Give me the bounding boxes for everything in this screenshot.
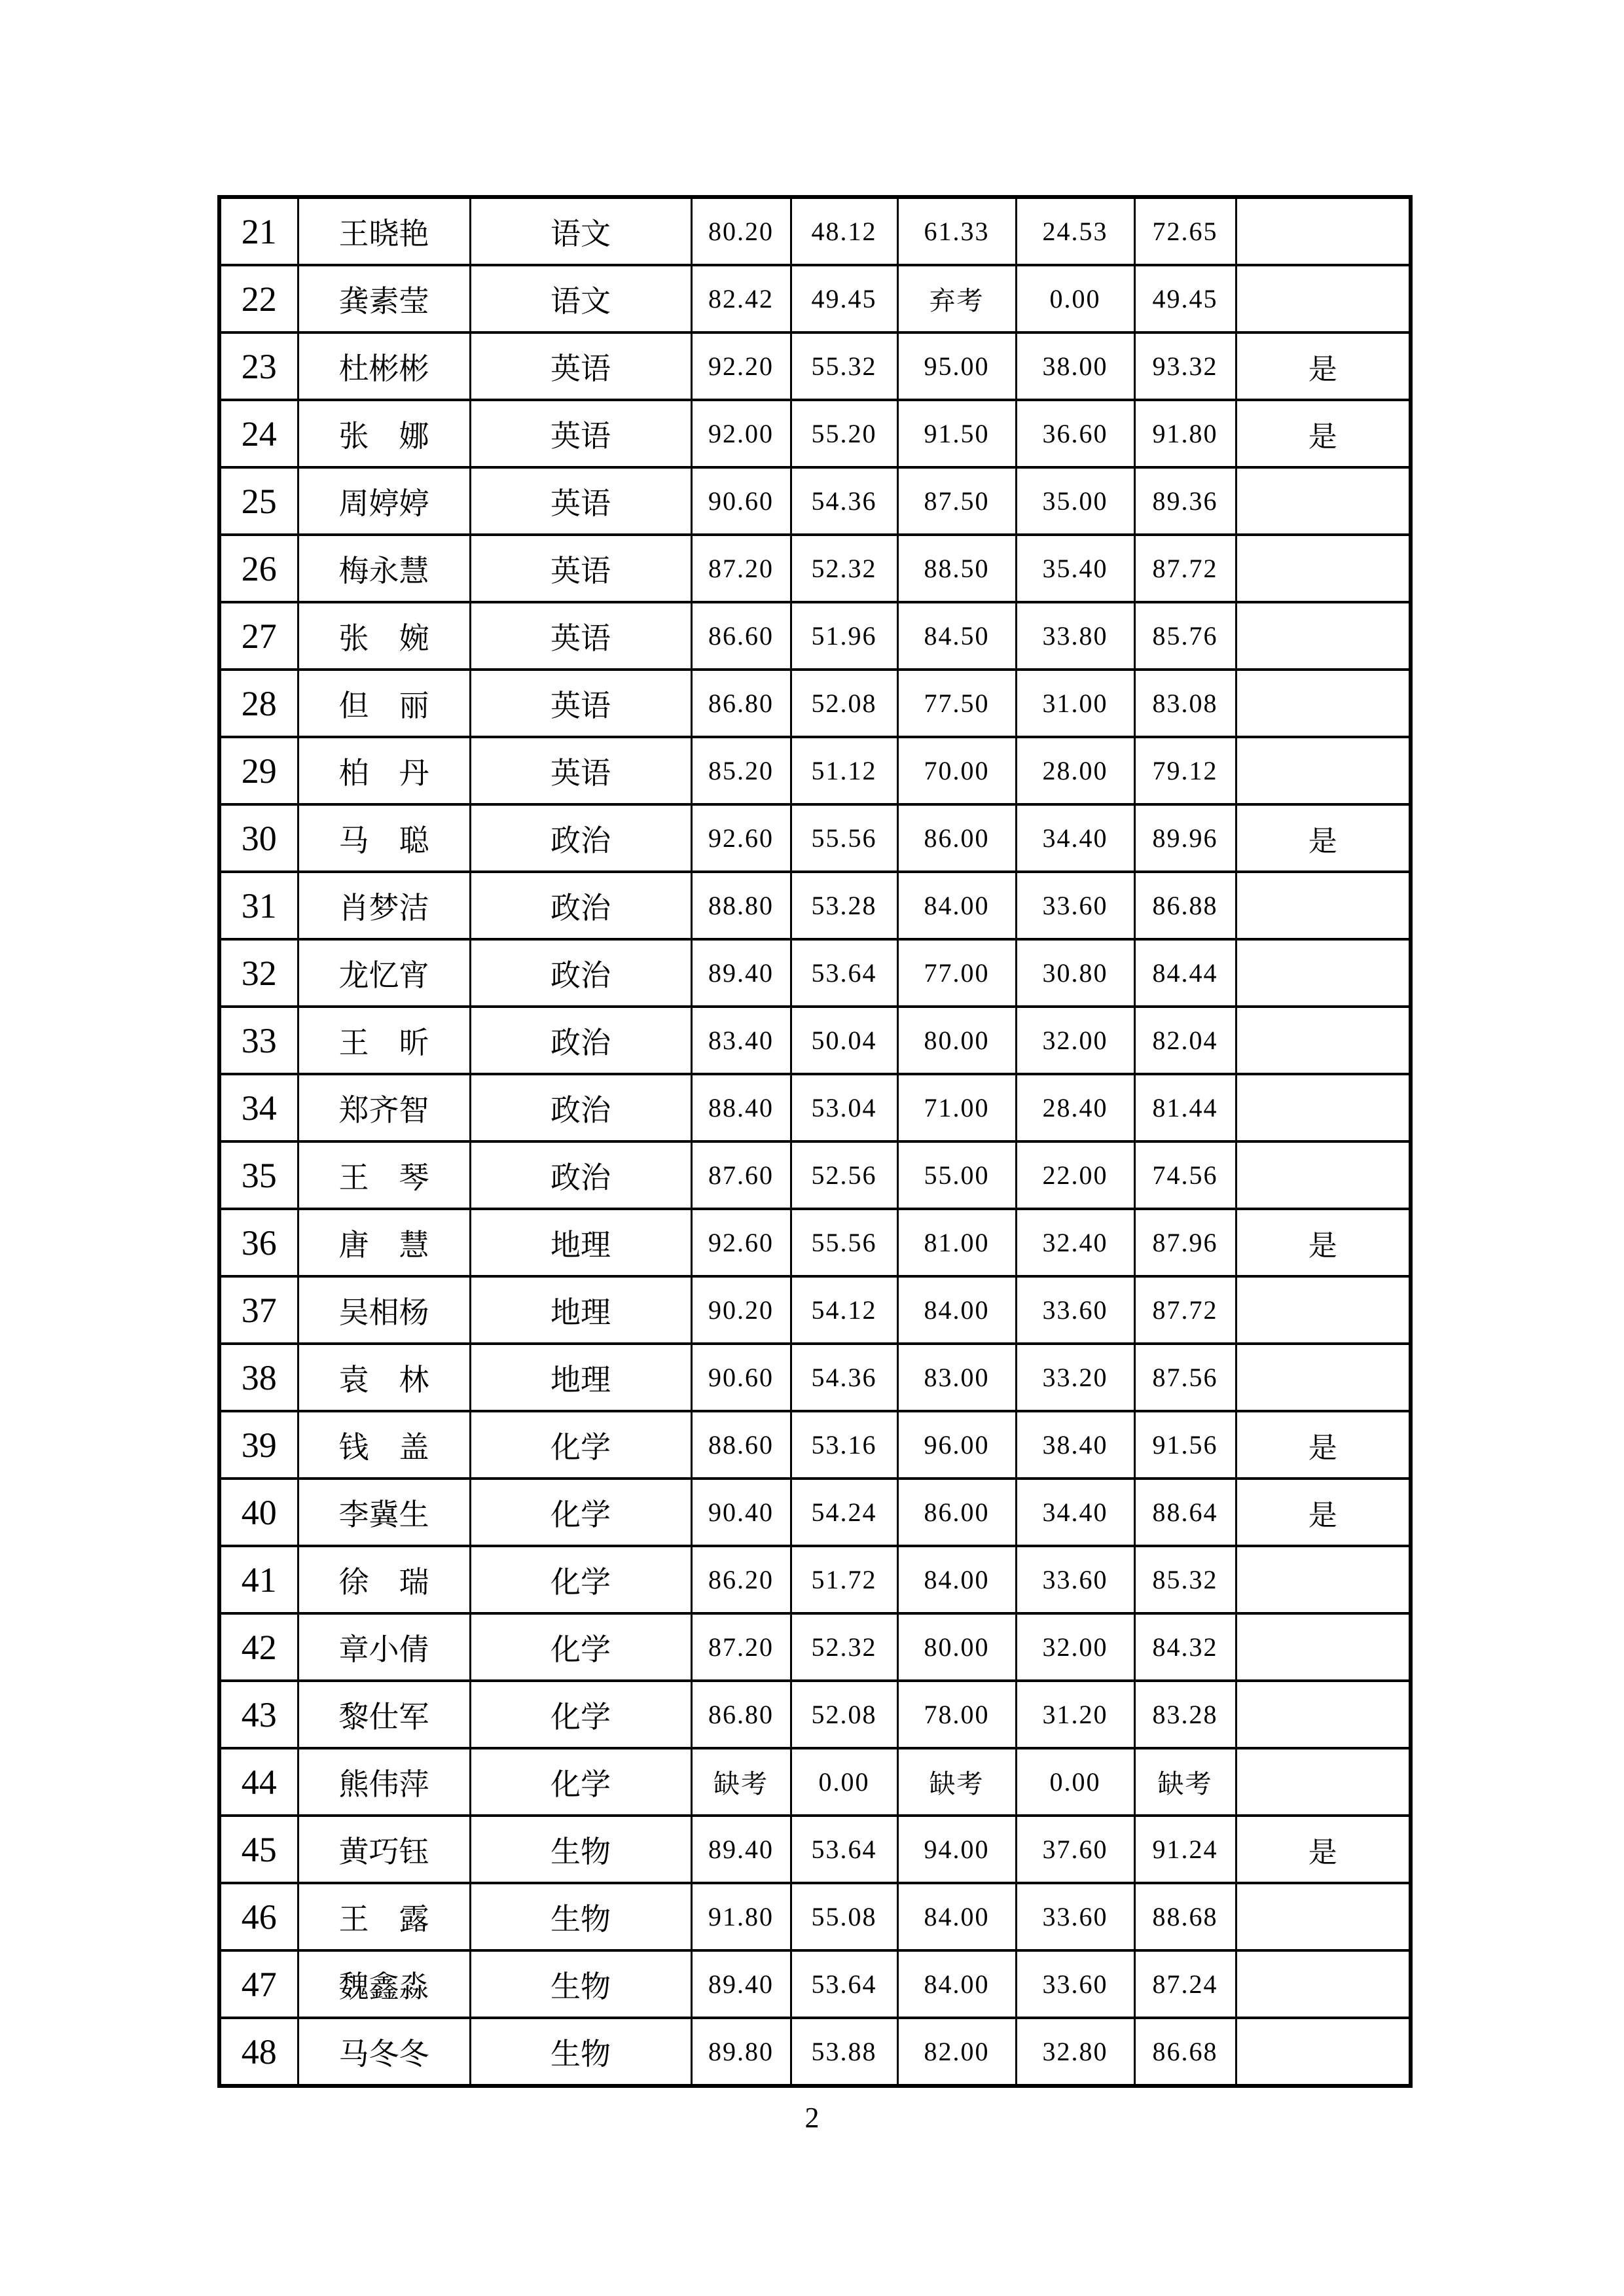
- cell-s4: 0.00: [1016, 1748, 1134, 1816]
- table-row: [219, 2018, 1411, 2086]
- cell-s1: 86.80: [691, 670, 791, 737]
- cell-name: 王 琴: [298, 1141, 470, 1209]
- cell-pass: [1236, 1007, 1411, 1074]
- cell-s5: 87.96: [1134, 1209, 1236, 1276]
- cell-s1: 90.20: [691, 1276, 791, 1344]
- cell-no: 41: [219, 1546, 298, 1613]
- table-row: [219, 1950, 1411, 2018]
- cell-name: 龙忆宵: [298, 939, 470, 1007]
- cell-s5: 87.72: [1134, 1276, 1236, 1344]
- cell-s4: 34.40: [1016, 804, 1134, 872]
- cell-s5: 91.56: [1134, 1411, 1236, 1479]
- cell-no: 27: [219, 602, 298, 670]
- cell-s5: 87.56: [1134, 1344, 1236, 1411]
- table-row: [219, 1276, 1411, 1344]
- cell-name: 马冬冬: [298, 2018, 470, 2086]
- cell-s3: 77.00: [897, 939, 1016, 1007]
- cell-s2: 52.32: [791, 1613, 897, 1681]
- cell-name: 魏鑫淼: [298, 1950, 470, 2018]
- cell-no: 24: [219, 400, 298, 467]
- cell-pass: [1236, 602, 1411, 670]
- cell-s2: 52.56: [791, 1141, 897, 1209]
- cell-pass: [1236, 737, 1411, 804]
- cell-subject: 地理: [470, 1276, 691, 1344]
- cell-no: 36: [219, 1209, 298, 1276]
- cell-name: 王晓艳: [298, 197, 470, 265]
- cell-s4: 33.20: [1016, 1344, 1134, 1411]
- cell-s1: 90.60: [691, 1344, 791, 1411]
- cell-s1: 87.20: [691, 1613, 791, 1681]
- cell-s2: 53.04: [791, 1074, 897, 1141]
- cell-s5: 83.08: [1134, 670, 1236, 737]
- cell-s1: 88.80: [691, 872, 791, 939]
- cell-subject: 生物: [470, 1883, 691, 1950]
- cell-s1: 90.40: [691, 1479, 791, 1546]
- cell-s4: 38.00: [1016, 332, 1134, 400]
- cell-subject: 化学: [470, 1748, 691, 1816]
- cell-pass: [1236, 535, 1411, 602]
- cell-s5: 74.56: [1134, 1141, 1236, 1209]
- cell-no: 23: [219, 332, 298, 400]
- table-row: [219, 1074, 1411, 1141]
- cell-s3: 84.00: [897, 872, 1016, 939]
- cell-s2: 53.28: [791, 872, 897, 939]
- cell-pass: 是: [1236, 1479, 1411, 1546]
- table-row: [219, 602, 1411, 670]
- cell-s1: 89.40: [691, 1816, 791, 1883]
- table-row: [219, 670, 1411, 737]
- cell-s3: 95.00: [897, 332, 1016, 400]
- cell-s5: 81.44: [1134, 1074, 1236, 1141]
- cell-s4: 0.00: [1016, 265, 1134, 332]
- cell-pass: [1236, 670, 1411, 737]
- cell-name: 唐 慧: [298, 1209, 470, 1276]
- cell-s1: 82.42: [691, 265, 791, 332]
- cell-subject: 生物: [470, 1816, 691, 1883]
- table-row: [219, 1007, 1411, 1074]
- cell-s3: 71.00: [897, 1074, 1016, 1141]
- cell-s5: 89.36: [1134, 467, 1236, 535]
- cell-name: 梅永慧: [298, 535, 470, 602]
- cell-subject: 化学: [470, 1411, 691, 1479]
- page-number: 2: [804, 2102, 820, 2134]
- cell-s2: 52.32: [791, 535, 897, 602]
- cell-s2: 52.08: [791, 1681, 897, 1748]
- cell-no: 29: [219, 737, 298, 804]
- cell-pass: [1236, 939, 1411, 1007]
- cell-s4: 33.60: [1016, 872, 1134, 939]
- cell-s2: 48.12: [791, 197, 897, 265]
- cell-s1: 87.60: [691, 1141, 791, 1209]
- cell-subject: 政治: [470, 872, 691, 939]
- cell-s3: 80.00: [897, 1007, 1016, 1074]
- cell-s5: 86.68: [1134, 2018, 1236, 2086]
- cell-s2: 51.72: [791, 1546, 897, 1613]
- table-row: [219, 737, 1411, 804]
- cell-name: 杜彬彬: [298, 332, 470, 400]
- cell-s3: 84.00: [897, 1276, 1016, 1344]
- cell-name: 龚素莹: [298, 265, 470, 332]
- table-row: [219, 1209, 1411, 1276]
- cell-s1: 89.40: [691, 1950, 791, 2018]
- cell-s2: 55.08: [791, 1883, 897, 1950]
- cell-name: 黎仕军: [298, 1681, 470, 1748]
- cell-subject: 政治: [470, 804, 691, 872]
- cell-s2: 49.45: [791, 265, 897, 332]
- cell-name: 郑齐智: [298, 1074, 470, 1141]
- cell-s3: 91.50: [897, 400, 1016, 467]
- cell-s2: 53.64: [791, 1816, 897, 1883]
- cell-s4: 22.00: [1016, 1141, 1134, 1209]
- cell-no: 42: [219, 1613, 298, 1681]
- cell-subject: 化学: [470, 1479, 691, 1546]
- cell-s4: 32.00: [1016, 1007, 1134, 1074]
- cell-s1: 89.40: [691, 939, 791, 1007]
- cell-name: 张 娜: [298, 400, 470, 467]
- cell-s2: 55.56: [791, 804, 897, 872]
- cell-no: 47: [219, 1950, 298, 2018]
- cell-s4: 32.00: [1016, 1613, 1134, 1681]
- table-row: [219, 804, 1411, 872]
- cell-s3: 81.00: [897, 1209, 1016, 1276]
- cell-pass: [1236, 1546, 1411, 1613]
- cell-s3: 84.00: [897, 1546, 1016, 1613]
- cell-s4: 31.20: [1016, 1681, 1134, 1748]
- cell-subject: 地理: [470, 1209, 691, 1276]
- table-row: [219, 1816, 1411, 1883]
- cell-subject: 英语: [470, 400, 691, 467]
- score-table: [217, 195, 1413, 2088]
- cell-subject: 化学: [470, 1546, 691, 1613]
- cell-subject: 生物: [470, 1950, 691, 2018]
- cell-no: 32: [219, 939, 298, 1007]
- cell-s1: 86.20: [691, 1546, 791, 1613]
- cell-subject: 政治: [470, 1141, 691, 1209]
- cell-s4: 34.40: [1016, 1479, 1134, 1546]
- cell-s4: 35.00: [1016, 467, 1134, 535]
- cell-s1: 92.20: [691, 332, 791, 400]
- cell-pass: [1236, 197, 1411, 265]
- table-row: [219, 1141, 1411, 1209]
- cell-no: 30: [219, 804, 298, 872]
- cell-s2: 53.16: [791, 1411, 897, 1479]
- cell-s4: 35.40: [1016, 535, 1134, 602]
- table-row: [219, 467, 1411, 535]
- cell-s5: 缺考: [1134, 1748, 1236, 1816]
- cell-no: 43: [219, 1681, 298, 1748]
- cell-subject: 英语: [470, 535, 691, 602]
- cell-pass: [1236, 1344, 1411, 1411]
- cell-s2: 55.32: [791, 332, 897, 400]
- cell-s3: 83.00: [897, 1344, 1016, 1411]
- cell-s5: 83.28: [1134, 1681, 1236, 1748]
- cell-subject: 政治: [470, 939, 691, 1007]
- cell-pass: [1236, 1748, 1411, 1816]
- cell-s5: 87.72: [1134, 535, 1236, 602]
- cell-s3: 87.50: [897, 467, 1016, 535]
- cell-s4: 38.40: [1016, 1411, 1134, 1479]
- cell-s3: 缺考: [897, 1748, 1016, 1816]
- cell-pass: 是: [1236, 400, 1411, 467]
- cell-s4: 28.00: [1016, 737, 1134, 804]
- cell-name: 但 丽: [298, 670, 470, 737]
- table-row: [219, 1411, 1411, 1479]
- cell-pass: [1236, 1681, 1411, 1748]
- cell-pass: 是: [1236, 804, 1411, 872]
- cell-s1: 92.60: [691, 1209, 791, 1276]
- cell-s4: 33.60: [1016, 1950, 1134, 2018]
- cell-s2: 52.08: [791, 670, 897, 737]
- cell-s4: 30.80: [1016, 939, 1134, 1007]
- table-row: [219, 197, 1411, 265]
- cell-s3: 88.50: [897, 535, 1016, 602]
- table-row: [219, 1681, 1411, 1748]
- cell-pass: [1236, 265, 1411, 332]
- cell-subject: 语文: [470, 265, 691, 332]
- cell-pass: [1236, 1613, 1411, 1681]
- cell-s1: 87.20: [691, 535, 791, 602]
- cell-s4: 36.60: [1016, 400, 1134, 467]
- cell-s1: 83.40: [691, 1007, 791, 1074]
- cell-no: 48: [219, 2018, 298, 2086]
- cell-name: 马 聪: [298, 804, 470, 872]
- cell-s2: 51.12: [791, 737, 897, 804]
- cell-subject: 语文: [470, 197, 691, 265]
- cell-name: 黄巧钰: [298, 1816, 470, 1883]
- cell-s1: 86.60: [691, 602, 791, 670]
- cell-no: 33: [219, 1007, 298, 1074]
- cell-s4: 33.60: [1016, 1276, 1134, 1344]
- cell-s5: 93.32: [1134, 332, 1236, 400]
- cell-name: 周婷婷: [298, 467, 470, 535]
- cell-no: 39: [219, 1411, 298, 1479]
- cell-s5: 72.65: [1134, 197, 1236, 265]
- cell-no: 45: [219, 1816, 298, 1883]
- cell-no: 37: [219, 1276, 298, 1344]
- cell-no: 26: [219, 535, 298, 602]
- cell-s4: 33.60: [1016, 1883, 1134, 1950]
- cell-s4: 32.80: [1016, 2018, 1134, 2086]
- cell-pass: [1236, 1950, 1411, 2018]
- cell-s2: 54.36: [791, 467, 897, 535]
- cell-pass: [1236, 1141, 1411, 1209]
- cell-s1: 92.00: [691, 400, 791, 467]
- cell-s3: 86.00: [897, 1479, 1016, 1546]
- cell-pass: 是: [1236, 1411, 1411, 1479]
- cell-s5: 88.64: [1134, 1479, 1236, 1546]
- cell-s4: 37.60: [1016, 1816, 1134, 1883]
- cell-no: 38: [219, 1344, 298, 1411]
- cell-no: 34: [219, 1074, 298, 1141]
- cell-s3: 86.00: [897, 804, 1016, 872]
- cell-no: 25: [219, 467, 298, 535]
- cell-pass: [1236, 2018, 1411, 2086]
- cell-s2: 53.88: [791, 2018, 897, 2086]
- cell-s2: 54.36: [791, 1344, 897, 1411]
- table-row: [219, 1344, 1411, 1411]
- cell-name: 章小倩: [298, 1613, 470, 1681]
- cell-no: 31: [219, 872, 298, 939]
- cell-s3: 80.00: [897, 1613, 1016, 1681]
- cell-pass: 是: [1236, 1816, 1411, 1883]
- cell-s4: 31.00: [1016, 670, 1134, 737]
- table-row: [219, 1748, 1411, 1816]
- cell-s5: 84.32: [1134, 1613, 1236, 1681]
- cell-s1: 91.80: [691, 1883, 791, 1950]
- cell-s3: 82.00: [897, 2018, 1016, 2086]
- cell-s2: 55.56: [791, 1209, 897, 1276]
- cell-name: 李冀生: [298, 1479, 470, 1546]
- cell-no: 40: [219, 1479, 298, 1546]
- cell-subject: 政治: [470, 1074, 691, 1141]
- cell-name: 肖梦洁: [298, 872, 470, 939]
- cell-s3: 78.00: [897, 1681, 1016, 1748]
- cell-s3: 弃考: [897, 265, 1016, 332]
- cell-s3: 84.50: [897, 602, 1016, 670]
- cell-name: 柏 丹: [298, 737, 470, 804]
- cell-no: 44: [219, 1748, 298, 1816]
- cell-pass: [1236, 1276, 1411, 1344]
- cell-subject: 英语: [470, 602, 691, 670]
- cell-name: 徐 瑞: [298, 1546, 470, 1613]
- cell-s5: 79.12: [1134, 737, 1236, 804]
- cell-s5: 89.96: [1134, 804, 1236, 872]
- cell-s1: 86.80: [691, 1681, 791, 1748]
- cell-no: 46: [219, 1883, 298, 1950]
- cell-s1: 90.60: [691, 467, 791, 535]
- cell-s3: 84.00: [897, 1883, 1016, 1950]
- table-row: [219, 332, 1411, 400]
- cell-no: 35: [219, 1141, 298, 1209]
- cell-pass: [1236, 872, 1411, 939]
- table-row: [219, 535, 1411, 602]
- cell-s2: 53.64: [791, 939, 897, 1007]
- cell-s4: 28.40: [1016, 1074, 1134, 1141]
- cell-name: 钱 盖: [298, 1411, 470, 1479]
- cell-s1: 80.20: [691, 197, 791, 265]
- cell-subject: 化学: [470, 1681, 691, 1748]
- cell-name: 熊伟萍: [298, 1748, 470, 1816]
- cell-subject: 英语: [470, 737, 691, 804]
- cell-s3: 94.00: [897, 1816, 1016, 1883]
- cell-subject: 地理: [470, 1344, 691, 1411]
- cell-subject: 英语: [470, 467, 691, 535]
- cell-s1: 缺考: [691, 1748, 791, 1816]
- table-row: [219, 1883, 1411, 1950]
- cell-name: 张 婉: [298, 602, 470, 670]
- cell-s3: 84.00: [897, 1950, 1016, 2018]
- cell-subject: 生物: [470, 2018, 691, 2086]
- table-row: [219, 265, 1411, 332]
- cell-subject: 政治: [470, 1007, 691, 1074]
- cell-subject: 英语: [470, 670, 691, 737]
- cell-s3: 55.00: [897, 1141, 1016, 1209]
- cell-s4: 33.60: [1016, 1546, 1134, 1613]
- cell-s5: 85.32: [1134, 1546, 1236, 1613]
- cell-s5: 49.45: [1134, 265, 1236, 332]
- cell-s2: 55.20: [791, 400, 897, 467]
- cell-s5: 86.88: [1134, 872, 1236, 939]
- cell-name: 袁 林: [298, 1344, 470, 1411]
- cell-pass: [1236, 1883, 1411, 1950]
- cell-name: 王 昕: [298, 1007, 470, 1074]
- cell-s4: 24.53: [1016, 197, 1134, 265]
- table-row: [219, 400, 1411, 467]
- cell-s2: 54.12: [791, 1276, 897, 1344]
- cell-s4: 33.80: [1016, 602, 1134, 670]
- cell-s5: 91.80: [1134, 400, 1236, 467]
- cell-subject: 英语: [470, 332, 691, 400]
- table-row: [219, 872, 1411, 939]
- cell-s1: 85.20: [691, 737, 791, 804]
- cell-s1: 89.80: [691, 2018, 791, 2086]
- cell-s2: 50.04: [791, 1007, 897, 1074]
- cell-subject: 化学: [470, 1613, 691, 1681]
- cell-s2: 53.64: [791, 1950, 897, 2018]
- cell-no: 21: [219, 197, 298, 265]
- cell-pass: 是: [1236, 332, 1411, 400]
- cell-s5: 88.68: [1134, 1883, 1236, 1950]
- cell-pass: [1236, 1074, 1411, 1141]
- cell-s3: 77.50: [897, 670, 1016, 737]
- cell-pass: [1236, 467, 1411, 535]
- cell-name: 王 露: [298, 1883, 470, 1950]
- cell-s2: 0.00: [791, 1748, 897, 1816]
- cell-s3: 96.00: [897, 1411, 1016, 1479]
- cell-s1: 92.60: [691, 804, 791, 872]
- cell-name: 吴相杨: [298, 1276, 470, 1344]
- cell-s3: 70.00: [897, 737, 1016, 804]
- table-row: [219, 1546, 1411, 1613]
- table-row: [219, 1479, 1411, 1546]
- cell-s5: 91.24: [1134, 1816, 1236, 1883]
- cell-s2: 51.96: [791, 602, 897, 670]
- cell-s5: 85.76: [1134, 602, 1236, 670]
- cell-pass: 是: [1236, 1209, 1411, 1276]
- table-row: [219, 1613, 1411, 1681]
- cell-no: 22: [219, 265, 298, 332]
- cell-s5: 87.24: [1134, 1950, 1236, 2018]
- cell-no: 28: [219, 670, 298, 737]
- cell-s1: 88.40: [691, 1074, 791, 1141]
- cell-s3: 61.33: [897, 197, 1016, 265]
- cell-s2: 54.24: [791, 1479, 897, 1546]
- cell-s1: 88.60: [691, 1411, 791, 1479]
- table-row: [219, 939, 1411, 1007]
- cell-s5: 84.44: [1134, 939, 1236, 1007]
- cell-s5: 82.04: [1134, 1007, 1236, 1074]
- cell-s4: 32.40: [1016, 1209, 1134, 1276]
